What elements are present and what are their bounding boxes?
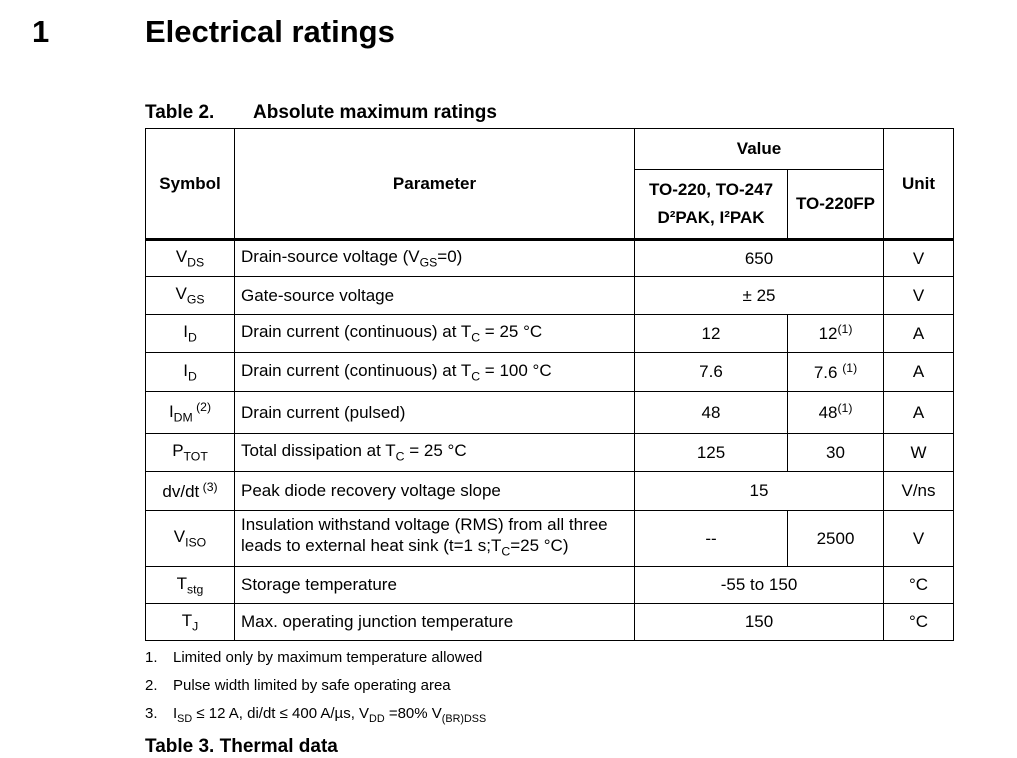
header-package-a <box>635 170 788 240</box>
footnote-number: 2. <box>145 677 158 694</box>
value-b: 12 <box>818 324 838 344</box>
symbol: V <box>175 284 187 304</box>
symbol-cell <box>146 277 235 315</box>
unit-cell: A <box>884 392 954 434</box>
symbol: I <box>168 402 174 422</box>
symbol: dv/dt <box>162 482 200 502</box>
parameter-tail: = 25 °C <box>480 322 543 342</box>
table-row <box>146 277 954 315</box>
footnote-ref: (2) <box>192 400 212 415</box>
parameter-subscript: C <box>471 369 481 384</box>
table-row <box>146 604 954 641</box>
section-title: Electrical ratings <box>145 14 395 49</box>
footnote <box>145 676 486 704</box>
footnote-number: 3. <box>145 705 158 722</box>
symbol-subscript: DM <box>173 410 193 425</box>
symbol: T <box>176 573 188 593</box>
value-cell: ± 25 <box>635 277 884 315</box>
value-a-cell: -- <box>635 511 788 567</box>
value-cell: -55 to 150 <box>635 567 884 604</box>
section-number: 1 <box>32 14 50 49</box>
parameter-cell: Storage temperature <box>235 567 635 604</box>
parameter-cell <box>235 240 635 277</box>
parameter-text: leads to external heat sink (t=1 s;T <box>241 536 502 556</box>
table-footnotes <box>145 648 486 732</box>
header-parameter: Parameter <box>235 129 635 240</box>
footnote <box>145 704 486 732</box>
parameter-line2 <box>241 535 630 562</box>
header-value: Value <box>635 129 884 170</box>
header-unit: Unit <box>884 129 954 240</box>
parameter-text: Drain-source voltage (V <box>241 247 420 267</box>
value-a-cell: 12 <box>635 315 788 353</box>
footnote-text: Limited only by maximum temperature allowed <box>173 649 483 666</box>
parameter-text: Total dissipation at T <box>241 441 396 461</box>
table-row <box>146 567 954 604</box>
value-cell: 650 <box>635 240 884 277</box>
table-row <box>146 315 954 353</box>
footnote-subscript: DD <box>369 712 385 725</box>
table-caption-label: Table 2. <box>145 102 215 123</box>
symbol: V <box>173 527 186 547</box>
symbol-cell <box>146 567 235 604</box>
symbol-subscript: stg <box>187 582 204 597</box>
table-row <box>146 511 954 567</box>
table-caption-title: Absolute maximum ratings <box>253 102 497 123</box>
table-row <box>146 353 954 392</box>
unit-cell: V <box>884 240 954 277</box>
symbol-subscript: D <box>187 330 197 345</box>
unit-cell: A <box>884 353 954 392</box>
symbol-subscript: J <box>192 619 199 634</box>
parameter-tail: = 25 °C <box>404 441 467 461</box>
symbol-subscript: D <box>187 369 197 384</box>
symbol: I <box>183 360 188 380</box>
next-table-caption: Table 3. Thermal data <box>145 736 338 757</box>
parameter-cell <box>235 315 635 353</box>
value-cell: 15 <box>635 472 884 511</box>
symbol: T <box>181 610 193 630</box>
absolute-maximum-ratings-table <box>145 128 954 641</box>
symbol-cell <box>146 434 235 472</box>
unit-cell: A <box>884 315 954 353</box>
symbol-cell <box>146 392 235 434</box>
footnote <box>145 648 486 676</box>
value-b-cell: 2500 <box>788 511 884 567</box>
symbol-cell <box>146 604 235 641</box>
footnote-text: =80% V <box>384 705 442 722</box>
footnote-text: I <box>173 705 178 722</box>
parameter-subscript: C <box>395 449 405 464</box>
symbol-subscript: TOT <box>183 449 208 464</box>
symbol: I <box>183 322 188 342</box>
symbol-subscript: DS <box>187 255 205 270</box>
value-a-cell: 125 <box>635 434 788 472</box>
parameter-tail: =0) <box>437 247 463 267</box>
symbol-cell <box>146 315 235 353</box>
symbol: V <box>175 247 188 267</box>
symbol: P <box>172 441 184 461</box>
footnote-number: 1. <box>145 649 158 666</box>
value-b-cell <box>788 353 884 392</box>
symbol-cell <box>146 240 235 277</box>
footnote-text: ≤ 12 A, di/dt ≤ 400 A/µs, V <box>192 705 370 722</box>
value-b-cell <box>788 315 884 353</box>
parameter-cell <box>235 434 635 472</box>
parameter-cell: Peak diode recovery voltage slope <box>235 472 635 511</box>
parameter-tail: =25 °C) <box>510 536 569 556</box>
footnote-subscript: SD <box>177 712 193 725</box>
parameter-line1: Insulation withstand voltage (RMS) from all three <box>241 515 608 535</box>
symbol-subscript: ISO <box>185 535 207 550</box>
unit-cell: V <box>884 511 954 567</box>
header-symbol: Symbol <box>146 129 235 240</box>
unit-cell: V <box>884 277 954 315</box>
unit-cell: °C <box>884 567 954 604</box>
header-package-b: TO-220FP <box>788 170 884 240</box>
value-cell: 150 <box>635 604 884 641</box>
parameter-cell <box>235 353 635 392</box>
footnote-subscript: (BR)DSS <box>441 712 487 725</box>
unit-cell: W <box>884 434 954 472</box>
parameter-tail: = 100 °C <box>480 360 552 380</box>
value-a-cell: 48 <box>635 392 788 434</box>
value-b: 7.6 <box>813 363 843 383</box>
header-package-a-line1: TO-220, TO-247 <box>648 180 774 199</box>
symbol-cell <box>146 511 235 567</box>
parameter-cell: Max. operating junction temperature <box>235 604 635 641</box>
unit-cell: V/ns <box>884 472 954 511</box>
parameter-text: Drain current (continuous) at T <box>241 360 472 380</box>
parameter-text: Drain current (continuous) at T <box>241 322 472 342</box>
value-a-cell: 7.6 <box>635 353 788 392</box>
parameter-subscript: C <box>471 330 481 345</box>
footnote-text: Pulse width limited by safe operating area <box>173 677 451 694</box>
symbol-cell <box>146 353 235 392</box>
parameter-cell <box>235 511 635 567</box>
parameter-cell: Drain current (pulsed) <box>235 392 635 434</box>
header-package-a-line2: D²PAK, I²PAK <box>657 208 765 227</box>
footnote-ref: (1) <box>842 360 858 375</box>
value-b: 48 <box>818 403 838 423</box>
footnote-ref: (1) <box>837 322 853 337</box>
symbol-subscript: GS <box>186 292 205 307</box>
footnote-ref: (1) <box>837 401 853 416</box>
footnote-ref: (3) <box>199 479 218 494</box>
parameter-cell: Gate-source voltage <box>235 277 635 315</box>
table-row <box>146 434 954 472</box>
table-row <box>146 392 954 434</box>
value-b-cell: 30 <box>788 434 884 472</box>
value-b-cell <box>788 392 884 434</box>
table-row <box>146 472 954 511</box>
parameter-subscript: C <box>501 544 511 559</box>
symbol-cell <box>146 472 235 511</box>
parameter-subscript: GS <box>419 255 438 270</box>
table-row <box>146 240 954 277</box>
unit-cell: °C <box>884 604 954 641</box>
